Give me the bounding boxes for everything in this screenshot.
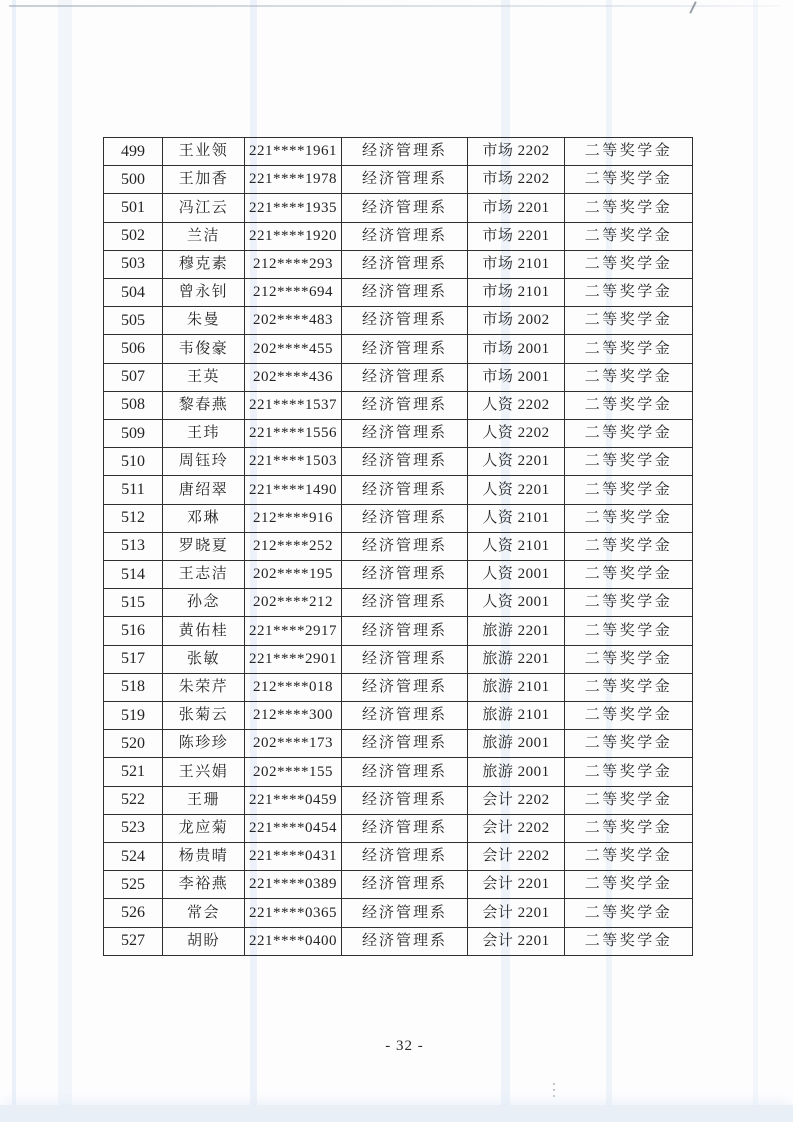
cell-department: 经济管理系 [342, 843, 468, 870]
table-row [104, 476, 692, 504]
cell-serial-number: 525 [104, 871, 163, 898]
cell-student-id: 221****1920 [245, 223, 342, 250]
cell-student-id: 221****1556 [245, 420, 342, 447]
cell-student-id: 212****252 [245, 533, 342, 560]
cell-student-name: 陈珍珍 [163, 730, 245, 757]
table-row [104, 646, 692, 674]
cell-class: 人资 2202 [468, 392, 565, 419]
cell-serial-number: 499 [104, 138, 163, 165]
table-row [104, 335, 692, 363]
cell-class: 市场 2001 [468, 364, 565, 391]
cell-student-name: 胡盼 [163, 928, 245, 955]
cell-class: 会计 2201 [468, 871, 565, 898]
cell-student-name: 朱荣芹 [163, 674, 245, 701]
cell-student-id: 221****1935 [245, 194, 342, 221]
cell-student-name: 王兴娟 [163, 758, 245, 785]
cell-award: 二等奖学金 [584, 143, 673, 160]
cell-serial-number: 512 [104, 505, 163, 532]
cell-student-id: 202****436 [245, 364, 342, 391]
cell-class: 会计 2202 [468, 815, 565, 842]
table-row [104, 899, 692, 927]
table-row [104, 194, 692, 222]
cell-award: 二等奖学金 [584, 453, 673, 470]
cell-student-name: 穆克素 [163, 251, 245, 278]
cell-department: 经济管理系 [342, 730, 468, 757]
cell-award: 二等奖学金 [584, 932, 673, 949]
cell-award: 二等奖学金 [584, 537, 673, 554]
cell-student-name: 王珊 [163, 787, 245, 814]
cell-department: 经济管理系 [342, 561, 468, 588]
cell-serial-number: 526 [104, 899, 163, 926]
cell-class: 市场 2101 [468, 251, 565, 278]
cell-serial-number: 511 [104, 476, 163, 503]
cell-student-id: 202****483 [245, 307, 342, 334]
cell-award: 二等奖学金 [584, 876, 673, 893]
cell-student-name: 龙应菊 [163, 815, 245, 842]
cell-department: 经济管理系 [342, 392, 468, 419]
cell-department: 经济管理系 [342, 279, 468, 306]
cell-student-name: 王英 [163, 364, 245, 391]
cell-serial-number: 503 [104, 251, 163, 278]
cell-class: 人资 2001 [468, 589, 565, 616]
cell-award: 二等奖学金 [584, 594, 673, 611]
cell-serial-number: 521 [104, 758, 163, 785]
scan-dots-artifact [553, 1083, 555, 1099]
cell-serial-number: 514 [104, 561, 163, 588]
cell-student-name: 周钰玲 [163, 448, 245, 475]
cell-department: 经济管理系 [342, 335, 468, 362]
cell-department: 经济管理系 [342, 364, 468, 391]
cell-student-id: 212****694 [245, 279, 342, 306]
scan-scratch-artifact [689, 1, 696, 14]
table-row [104, 307, 692, 335]
table-row [104, 251, 692, 279]
table-row [104, 617, 692, 645]
cell-class: 人资 2201 [468, 476, 565, 503]
cell-student-name: 杨贵晴 [163, 843, 245, 870]
scanner-streak [753, 0, 758, 1122]
cell-student-name: 张菊云 [163, 702, 245, 729]
cell-class: 会计 2201 [468, 928, 565, 955]
table-row [104, 420, 692, 448]
cell-award: 二等奖学金 [584, 171, 673, 188]
cell-class: 市场 2002 [468, 307, 565, 334]
cell-department: 经济管理系 [342, 194, 468, 221]
scan-bottom-edge [0, 1105, 793, 1122]
cell-student-id: 221****2917 [245, 617, 342, 644]
cell-student-id: 202****455 [245, 335, 342, 362]
cell-department: 经济管理系 [342, 871, 468, 898]
cell-serial-number: 506 [104, 335, 163, 362]
table-row [104, 448, 692, 476]
page-number: - 32 - [385, 1038, 424, 1054]
cell-student-id: 221****1978 [245, 166, 342, 193]
cell-student-name: 唐绍翠 [163, 476, 245, 503]
table-row [104, 702, 692, 730]
table-row [104, 561, 692, 589]
cell-student-id: 221****1490 [245, 476, 342, 503]
cell-class: 旅游 2101 [468, 674, 565, 701]
cell-student-name: 王加香 [163, 166, 245, 193]
cell-serial-number: 509 [104, 420, 163, 447]
cell-award: 二等奖学金 [584, 622, 673, 639]
cell-serial-number: 520 [104, 730, 163, 757]
table-row [104, 871, 692, 899]
cell-student-id: 212****293 [245, 251, 342, 278]
cell-department: 经济管理系 [342, 476, 468, 503]
cell-serial-number: 502 [104, 223, 163, 250]
table-row [104, 166, 692, 194]
cell-student-name: 邓琳 [163, 505, 245, 532]
cell-class: 人资 2101 [468, 505, 565, 532]
cell-student-id: 212****916 [245, 505, 342, 532]
cell-student-name: 韦俊豪 [163, 335, 245, 362]
scholarship-table [103, 137, 693, 956]
cell-student-id: 221****0389 [245, 871, 342, 898]
cell-award: 二等奖学金 [584, 791, 673, 808]
table-row [104, 589, 692, 617]
table-row [104, 758, 692, 786]
cell-class: 人资 2201 [468, 448, 565, 475]
cell-award: 二等奖学金 [584, 425, 673, 442]
table-row [104, 392, 692, 420]
cell-class: 旅游 2201 [468, 617, 565, 644]
cell-department: 经济管理系 [342, 646, 468, 673]
cell-class: 市场 2202 [468, 138, 565, 165]
scan-edge-line [9, 5, 781, 7]
cell-department: 经济管理系 [342, 674, 468, 701]
cell-department: 经济管理系 [342, 448, 468, 475]
cell-serial-number: 516 [104, 617, 163, 644]
cell-student-id: 202****173 [245, 730, 342, 757]
cell-student-id: 202****155 [245, 758, 342, 785]
table-row [104, 730, 692, 758]
cell-student-id: 212****018 [245, 674, 342, 701]
cell-department: 经济管理系 [342, 787, 468, 814]
cell-award: 二等奖学金 [584, 848, 673, 865]
cell-serial-number: 504 [104, 279, 163, 306]
cell-student-name: 王志洁 [163, 561, 245, 588]
cell-department: 经济管理系 [342, 420, 468, 447]
cell-class: 会计 2202 [468, 843, 565, 870]
cell-department: 经济管理系 [342, 307, 468, 334]
cell-award: 二等奖学金 [584, 396, 673, 413]
cell-student-id: 221****1537 [245, 392, 342, 419]
cell-class: 旅游 2101 [468, 702, 565, 729]
cell-class: 市场 2001 [468, 335, 565, 362]
cell-department: 经济管理系 [342, 702, 468, 729]
cell-award: 二等奖学金 [584, 368, 673, 385]
cell-serial-number: 507 [104, 364, 163, 391]
cell-serial-number: 515 [104, 589, 163, 616]
cell-student-id: 221****0454 [245, 815, 342, 842]
cell-student-name: 黎春燕 [163, 392, 245, 419]
cell-department: 经济管理系 [342, 815, 468, 842]
cell-award: 二等奖学金 [584, 735, 673, 752]
cell-serial-number: 508 [104, 392, 163, 419]
cell-award: 二等奖学金 [584, 255, 673, 272]
cell-department: 经济管理系 [342, 533, 468, 560]
cell-class: 人资 2202 [468, 420, 565, 447]
cell-student-id: 221****1961 [245, 138, 342, 165]
cell-class: 旅游 2201 [468, 646, 565, 673]
cell-class: 市场 2201 [468, 194, 565, 221]
cell-award: 二等奖学金 [584, 763, 673, 780]
cell-class: 人资 2001 [468, 561, 565, 588]
cell-department: 经济管理系 [342, 617, 468, 644]
cell-class: 会计 2202 [468, 787, 565, 814]
cell-student-name: 黄佑桂 [163, 617, 245, 644]
cell-award: 二等奖学金 [584, 509, 673, 526]
table-row [104, 223, 692, 251]
table-row [104, 674, 692, 702]
cell-award: 二等奖学金 [584, 904, 673, 921]
cell-award: 二等奖学金 [584, 819, 673, 836]
cell-student-name: 王业领 [163, 138, 245, 165]
cell-class: 市场 2101 [468, 279, 565, 306]
cell-serial-number: 522 [104, 787, 163, 814]
cell-department: 经济管理系 [342, 758, 468, 785]
cell-department: 经济管理系 [342, 899, 468, 926]
cell-student-id: 202****212 [245, 589, 342, 616]
cell-serial-number: 500 [104, 166, 163, 193]
cell-award: 二等奖学金 [584, 312, 673, 329]
cell-serial-number: 519 [104, 702, 163, 729]
cell-class: 人资 2101 [468, 533, 565, 560]
cell-student-name: 张敏 [163, 646, 245, 673]
cell-class: 市场 2201 [468, 223, 565, 250]
cell-student-name: 朱曼 [163, 307, 245, 334]
cell-serial-number: 510 [104, 448, 163, 475]
cell-serial-number: 523 [104, 815, 163, 842]
cell-student-name: 罗晓夏 [163, 533, 245, 560]
table-row [104, 279, 692, 307]
cell-student-name: 冯江云 [163, 194, 245, 221]
cell-class: 旅游 2001 [468, 730, 565, 757]
cell-student-id: 221****0431 [245, 843, 342, 870]
table-row [104, 928, 692, 955]
table-row [104, 815, 692, 843]
cell-award: 二等奖学金 [584, 481, 673, 498]
cell-department: 经济管理系 [342, 166, 468, 193]
cell-department: 经济管理系 [342, 928, 468, 955]
cell-student-id: 221****2901 [245, 646, 342, 673]
cell-student-name: 曾永钊 [163, 279, 245, 306]
table-row [104, 138, 692, 166]
cell-serial-number: 527 [104, 928, 163, 955]
table-row [104, 787, 692, 815]
cell-department: 经济管理系 [342, 251, 468, 278]
cell-student-name: 常会 [163, 899, 245, 926]
cell-department: 经济管理系 [342, 505, 468, 532]
table-row [104, 533, 692, 561]
cell-serial-number: 518 [104, 674, 163, 701]
cell-class: 会计 2201 [468, 899, 565, 926]
cell-student-id: 202****195 [245, 561, 342, 588]
cell-serial-number: 505 [104, 307, 163, 334]
table-row [104, 505, 692, 533]
table-row [104, 364, 692, 392]
cell-award: 二等奖学金 [584, 566, 673, 583]
cell-student-id: 221****0365 [245, 899, 342, 926]
cell-student-id: 221****0459 [245, 787, 342, 814]
cell-serial-number: 513 [104, 533, 163, 560]
cell-serial-number: 524 [104, 843, 163, 870]
cell-award: 二等奖学金 [584, 199, 673, 216]
cell-student-name: 李裕燕 [163, 871, 245, 898]
scanner-streak [12, 0, 16, 1122]
cell-student-name: 兰洁 [163, 223, 245, 250]
cell-serial-number: 517 [104, 646, 163, 673]
cell-award: 二等奖学金 [584, 650, 673, 667]
cell-student-id: 212****300 [245, 702, 342, 729]
cell-student-id: 221****0400 [245, 928, 342, 955]
cell-serial-number: 501 [104, 194, 163, 221]
cell-award: 二等奖学金 [584, 707, 673, 724]
cell-student-name: 王玮 [163, 420, 245, 447]
cell-class: 市场 2202 [468, 166, 565, 193]
table-row [104, 843, 692, 871]
cell-award: 二等奖学金 [584, 227, 673, 244]
cell-department: 经济管理系 [342, 138, 468, 165]
cell-award: 二等奖学金 [584, 678, 673, 695]
cell-award: 二等奖学金 [584, 284, 673, 301]
cell-award: 二等奖学金 [584, 340, 673, 357]
cell-class: 旅游 2001 [468, 758, 565, 785]
cell-student-id: 221****1503 [245, 448, 342, 475]
cell-department: 经济管理系 [342, 223, 468, 250]
scanner-streak [58, 0, 72, 1122]
cell-student-name: 孙念 [163, 589, 245, 616]
cell-department: 经济管理系 [342, 589, 468, 616]
